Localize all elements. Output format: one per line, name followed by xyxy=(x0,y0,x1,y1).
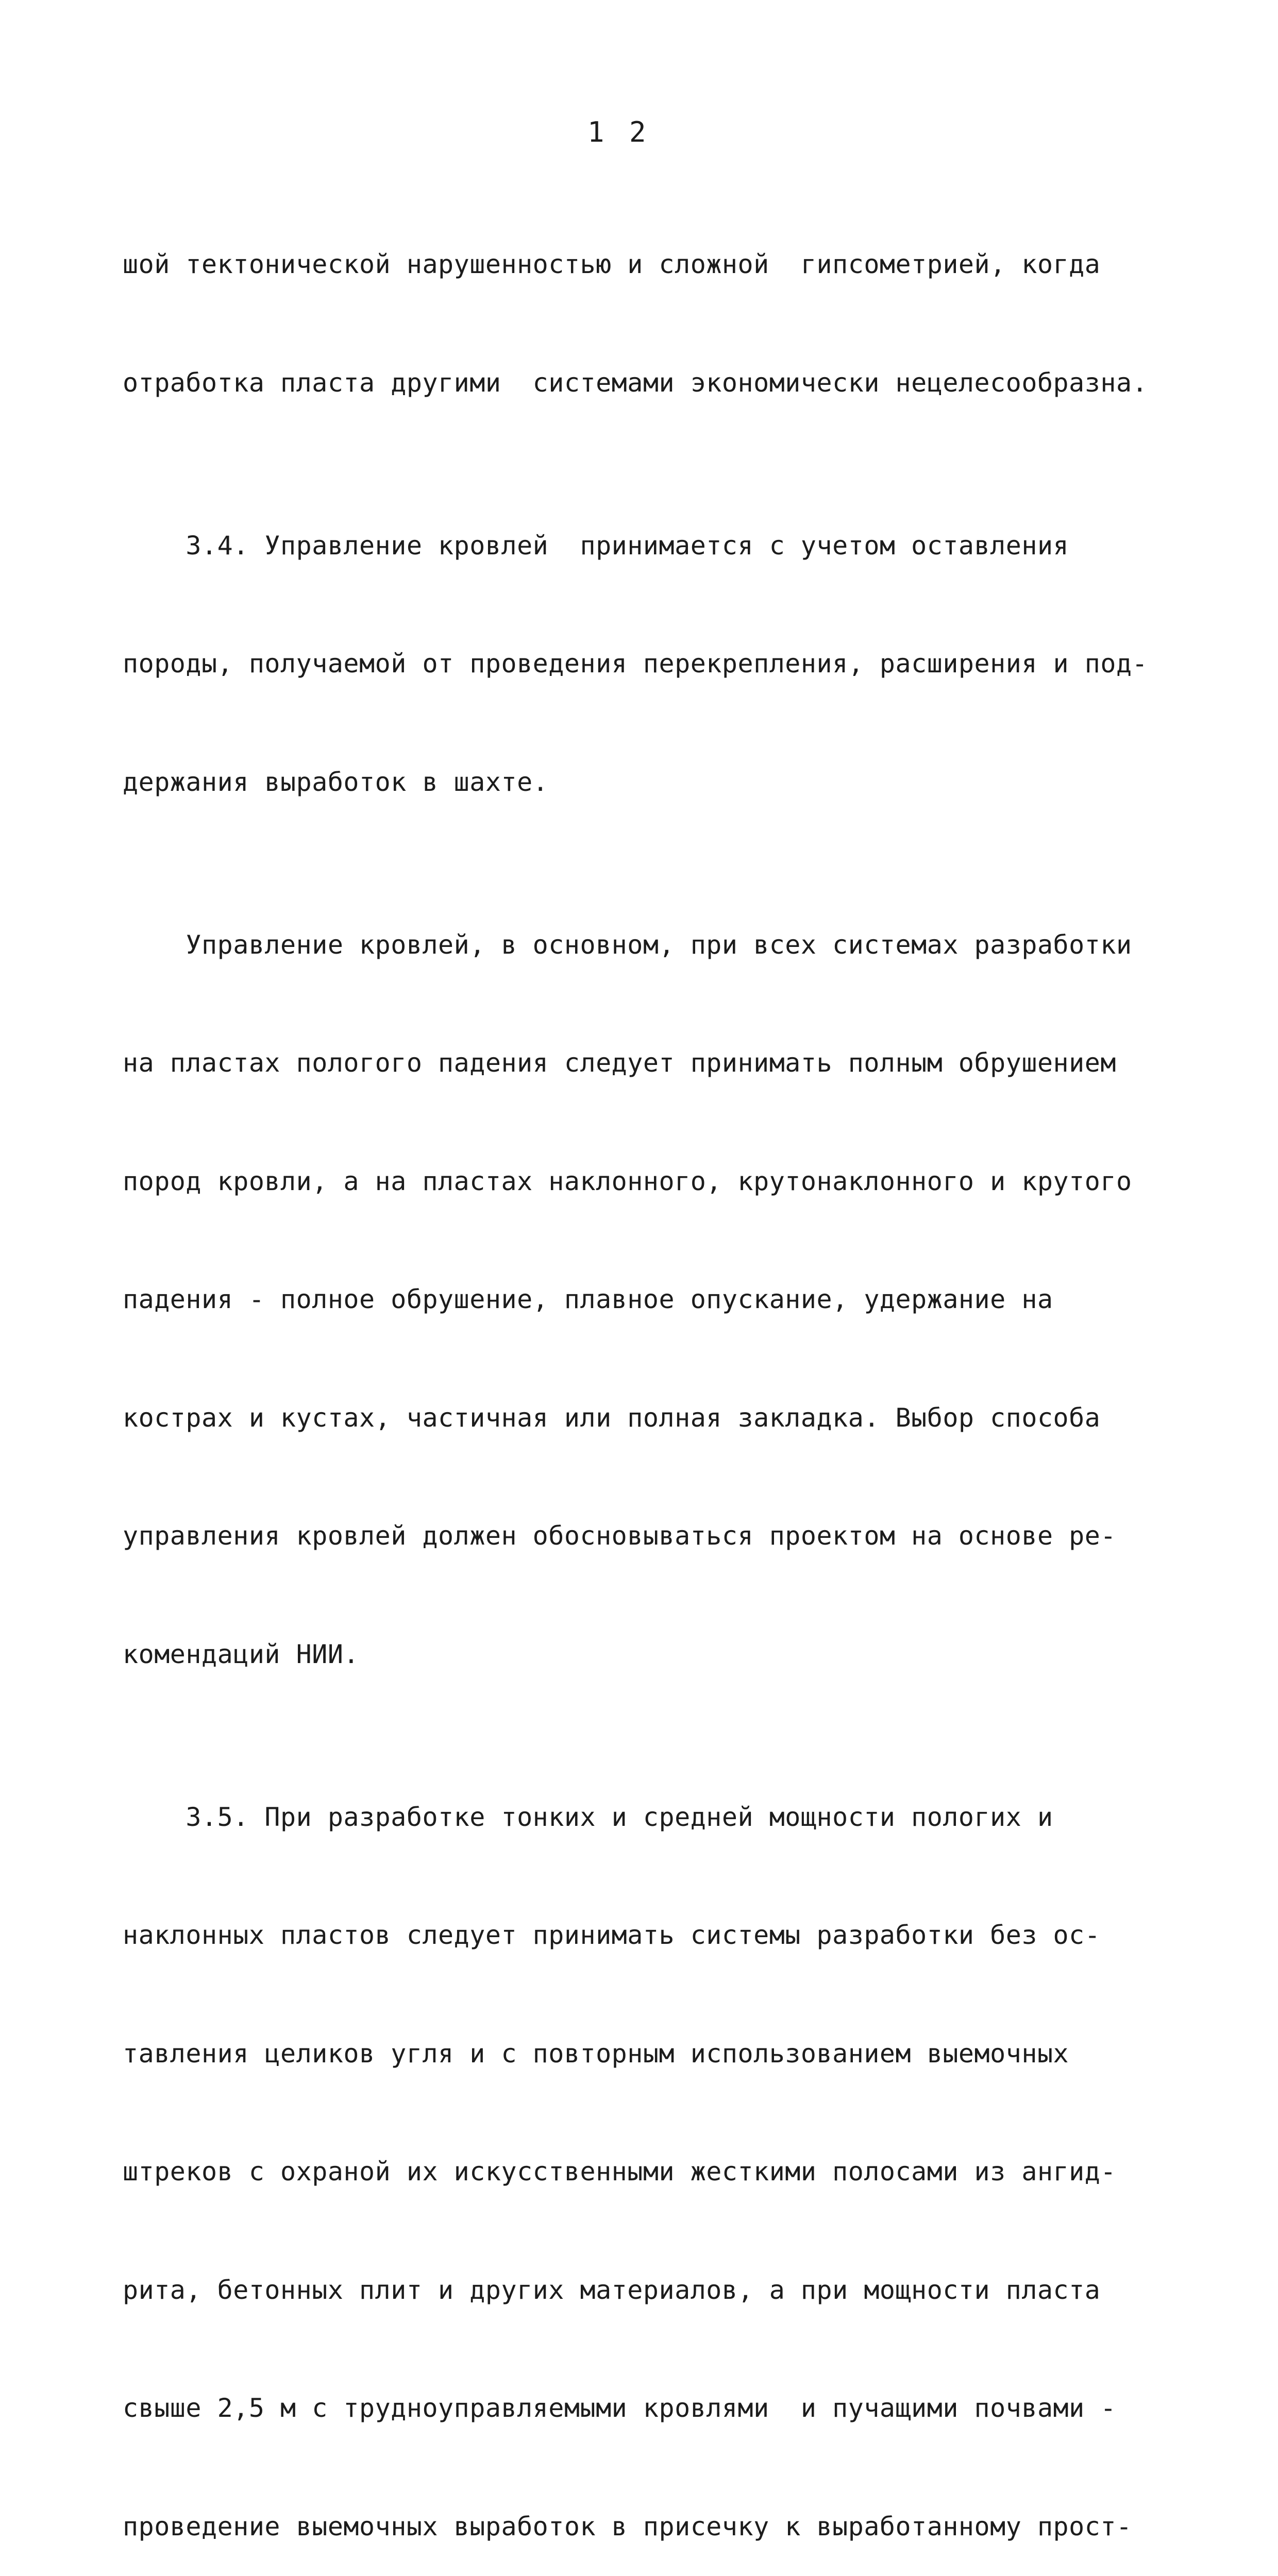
text-line: кострах и кустах, частичная или полная закладка. Выбор способа xyxy=(123,1402,1101,1433)
text-line: проведение выемочных выработок в присечку к выработанному прост- xyxy=(123,2511,1132,2541)
text-line: наклонных пластов следует принимать системы разработки без ос- xyxy=(123,1920,1101,1950)
text-line: пород кровли, а на пластах наклонного, крутонаклонного и крутого xyxy=(123,1166,1132,1196)
text-line: штреков с охраной их искусственными жесткими полосами из ангид- xyxy=(123,2157,1116,2187)
text-line: держания выработок в шахте. xyxy=(123,767,549,797)
text-line: тавления целиков угля и с повторным использованием выемочных xyxy=(123,2038,1069,2069)
text-line: на пластах пологого падения следует принимать полным обрушением xyxy=(123,1048,1116,1078)
text-line: шой тектонической нарушенностью и сложной гипсометрией, когда xyxy=(123,249,1101,279)
paragraph-3-5-line: 3.5. При разработке тонких и средней мощности пологих и xyxy=(123,1802,1053,1832)
text-line: породы, получаемой от проведения перекрепления, расширения и под- xyxy=(123,649,1148,679)
text-line: свыше 2,5 м с трудноуправляемыми кровлями и пучащими почвами - xyxy=(123,2393,1116,2423)
text-line: управления кровлей должен обосновываться проектом на основе ре- xyxy=(123,1521,1116,1551)
text-line: комендаций НИИ. xyxy=(123,1639,360,1669)
text-line: отработка пласта другими системами экономически нецелесообразна. xyxy=(123,367,1148,398)
paragraph-3-4-line: 3.4. Управление кровлей принимается с учетом оставления xyxy=(123,530,1069,561)
body-text xyxy=(123,166,1215,2576)
page-number: 1 2 xyxy=(587,116,650,148)
text-line: рита, бетонных плит и других материалов, а при мощности пласта xyxy=(123,2275,1101,2305)
text-line: Управление кровлей, в основном, при всех системах разработки xyxy=(123,929,1132,960)
text-line: падения - полное обрушение, плавное опускание, удержание на xyxy=(123,1284,1053,1314)
